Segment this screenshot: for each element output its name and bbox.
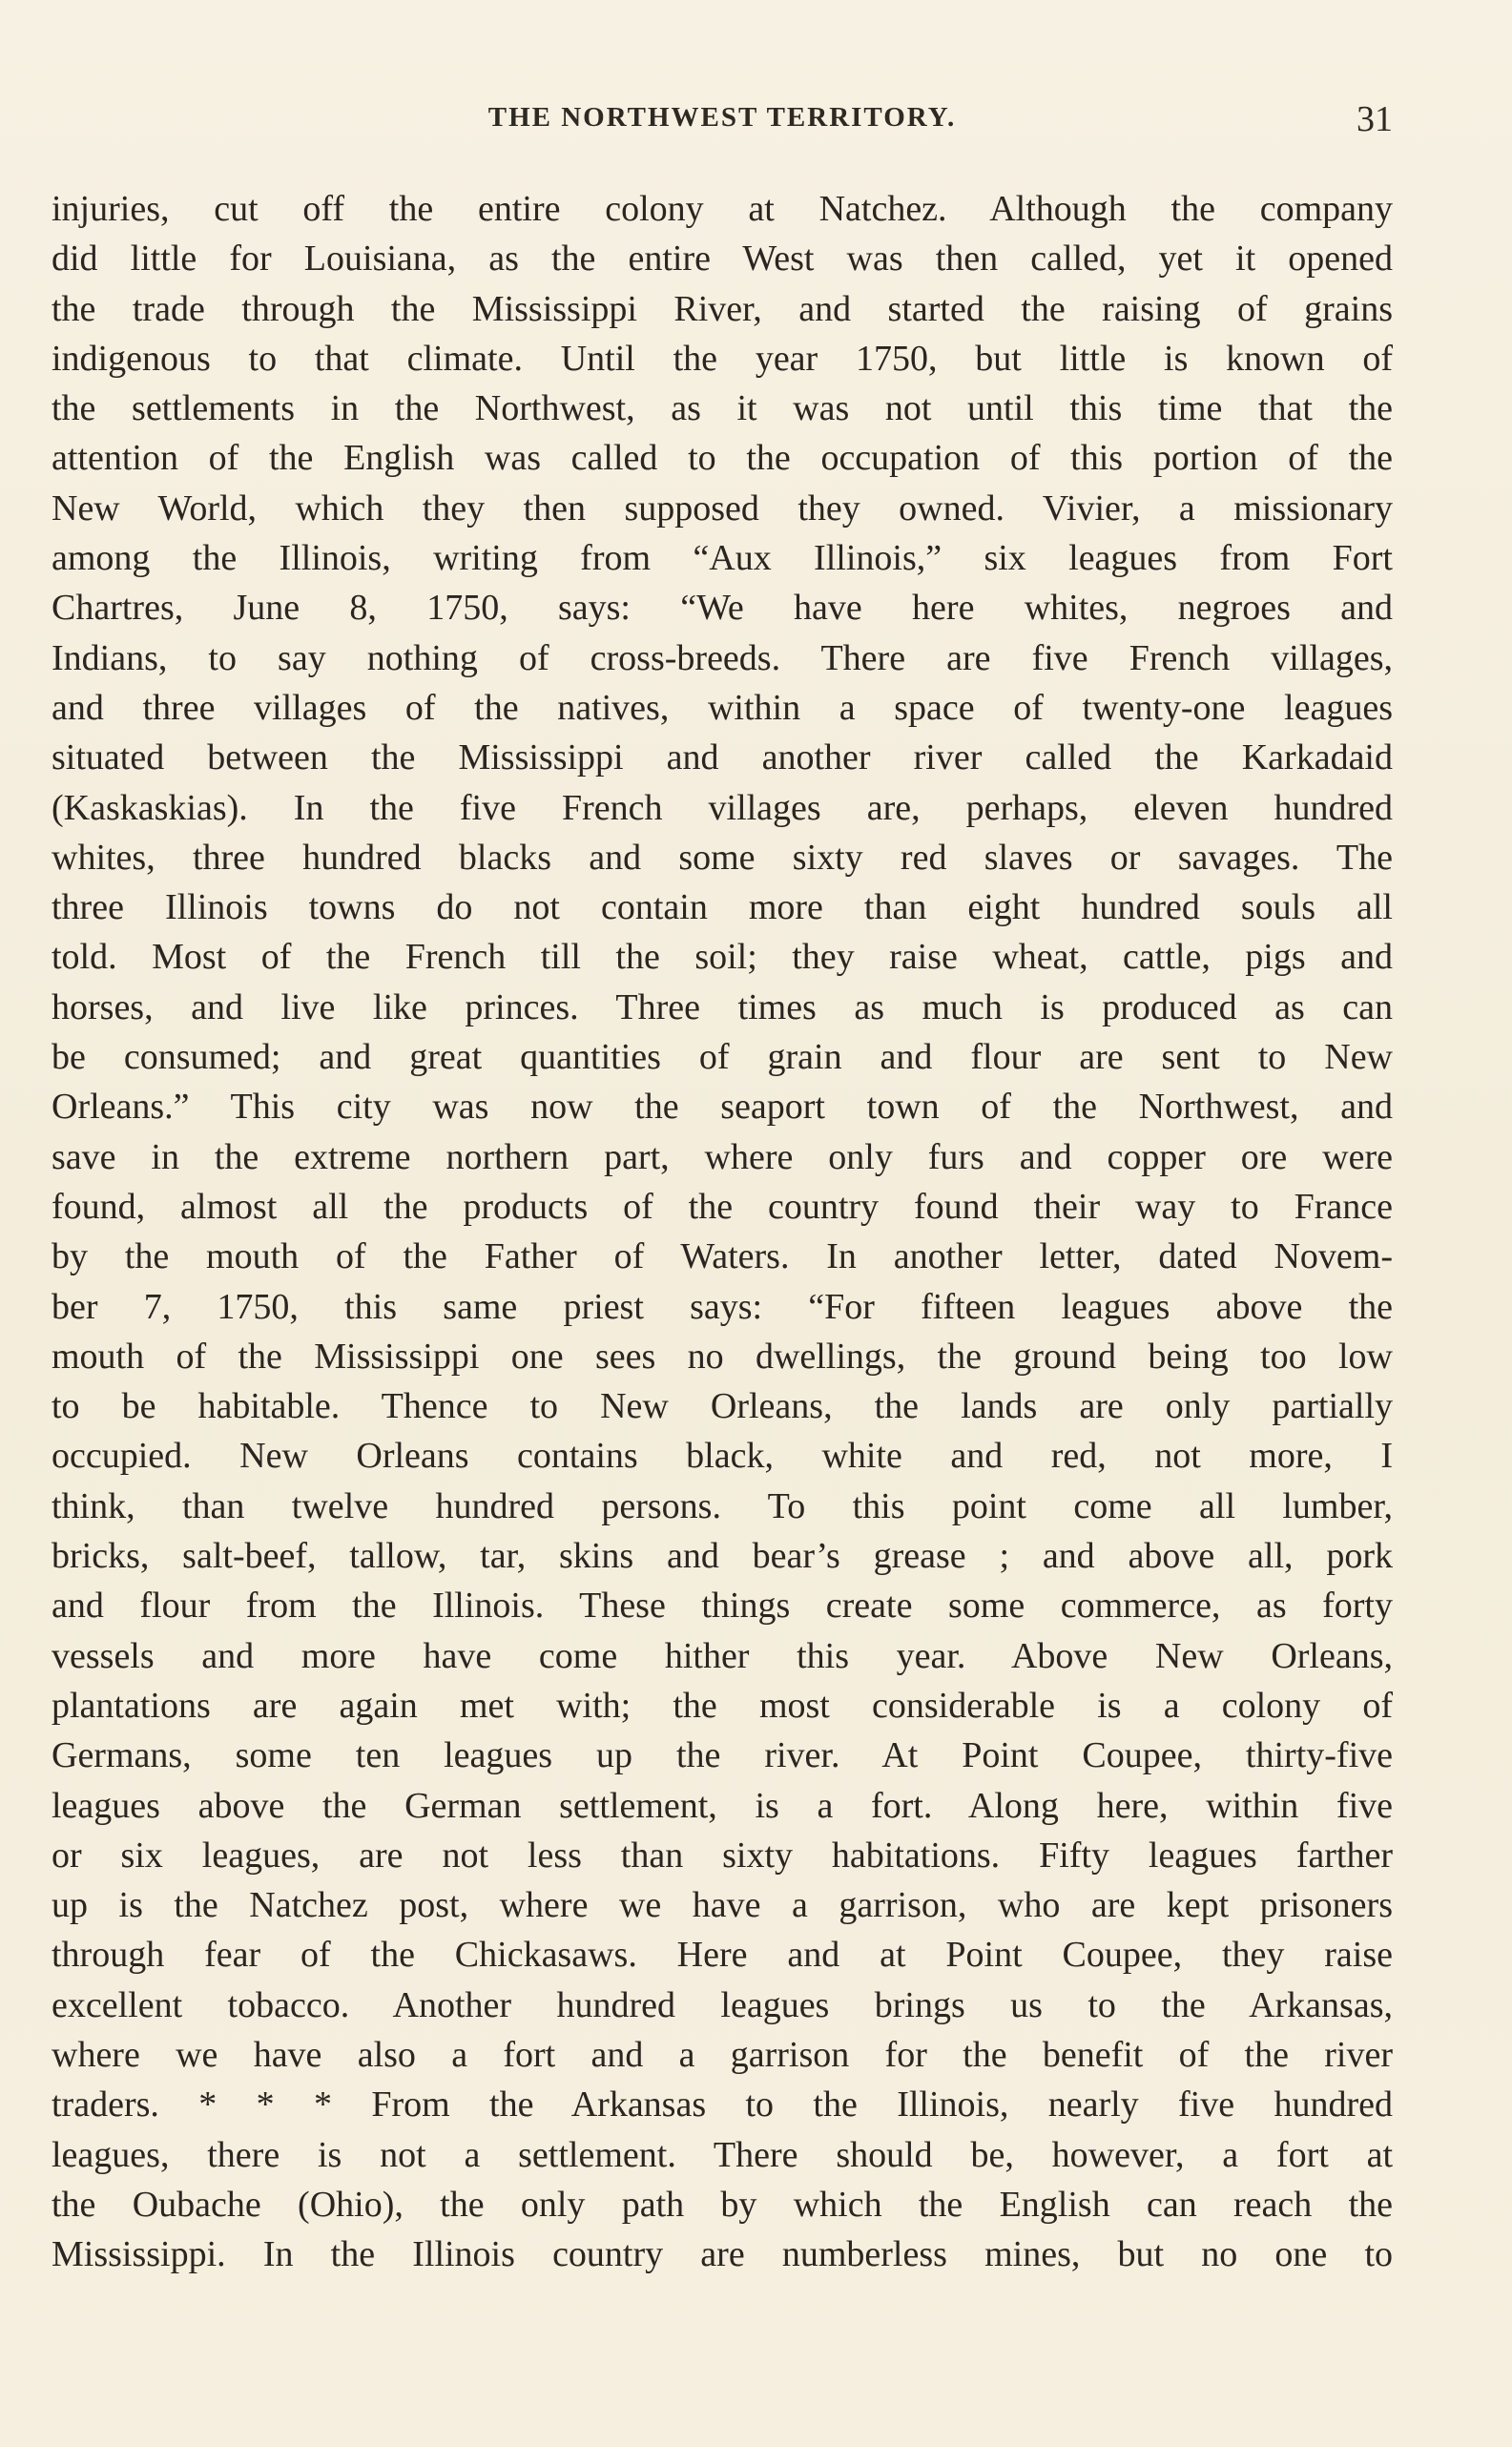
text-line: indigenous to that climate. Until the year 1750, but little is known of [52, 338, 1393, 379]
text-line: three Illinois towns do not contain more than eight hundred souls all [52, 887, 1393, 928]
text-line: and flour from the Illinois. These things create some commerce, as forty [52, 1586, 1393, 1627]
text-line: situated between the Mississippi and another river called the Karkadaid [52, 737, 1393, 778]
text-line: found, almost all the products of the country found their way to France [52, 1186, 1393, 1227]
running-head: THE NORTHWEST TERRITORY. [487, 102, 957, 133]
text-line: the trade through the Mississippi River, and started the raising of grains [52, 288, 1393, 329]
text-line: vessels and more have come hither this year. Above New Orleans, [52, 1635, 1393, 1676]
text-line: save in the extreme northern part, where only furs and copper ore were [52, 1136, 1393, 1177]
text-line: think, than twelve hundred persons. To this point come all lumber, [52, 1485, 1393, 1526]
page-number: 31 [1357, 99, 1393, 139]
text-line: be consumed; and great quantities of grain and flour are sent to New [52, 1037, 1393, 1078]
text-line: Orleans.” This city was now the seaport town of the Northwest, and [52, 1087, 1393, 1128]
text-line: to be habitable. Thence to New Orleans, the lands are only partially [52, 1386, 1393, 1427]
text-line: whites, three hundred blacks and some sixty red slaves or savages. The [52, 837, 1393, 878]
text-line: plantations are again met with; the most considerable is a colony of [52, 1685, 1393, 1726]
text-line: occupied. New Orleans contains black, white and red, not more, I [52, 1436, 1393, 1477]
text-line: the Oubache (Ohio), the only path by which the English can reach the [52, 2184, 1393, 2225]
text-line: told. Most of the French till the soil; they raise wheat, cattle, pigs and [52, 937, 1393, 978]
text-line: excellent tobacco. Another hundred leagues brings us to the Arkansas, [52, 1984, 1393, 2025]
page-header [52, 98, 1393, 146]
text-line: Mississippi. In the Illinois country are numberless mines, but no one to [52, 2234, 1393, 2275]
text-line: or six leagues, are not less than sixty habitations. Fifty leagues farther [52, 1835, 1393, 1876]
text-line: mouth of the Mississippi one sees no dwellings, the ground being too low [52, 1336, 1393, 1377]
text-line: where we have also a fort and a garrison for the benefit of the river [52, 2034, 1393, 2075]
text-line: traders. * * * From the Arkansas to the Illinois, nearly five hundred [52, 2084, 1393, 2126]
text-line: by the mouth of the Father of Waters. In another letter, dated Novem- [52, 1236, 1393, 1277]
text-line: through fear of the Chickasaws. Here and at Point Coupee, they raise [52, 1935, 1393, 1976]
text-line: leagues above the German settlement, is a fort. Along here, within five [52, 1785, 1393, 1826]
text-line: injuries, cut off the entire colony at Natchez. Although the company [52, 189, 1393, 229]
text-line: New World, which they then supposed they owned. Vivier, a missionary [52, 487, 1393, 529]
text-line: Indians, to say nothing of cross-breeds. There are five French villages, [52, 637, 1393, 678]
text-line: Chartres, June 8, 1750, says: “We have here whites, negroes and [52, 588, 1393, 629]
body-text [52, 184, 1393, 2279]
text-line: did little for Louisiana, as the entire West was then called, yet it opened [52, 238, 1393, 280]
text-line: among the Illinois, writing from “Aux Illinois,” six leagues from Fort [52, 538, 1393, 579]
text-line: bricks, salt-beef, tallow, tar, skins and bear’s grease ; and above all, pork [52, 1536, 1393, 1577]
text-line: attention of the English was called to the occupation of this portion of the [52, 438, 1393, 479]
text-line: and three villages of the natives, within a space of twenty-one leagues [52, 687, 1393, 728]
text-line: the settlements in the Northwest, as it was not until this time that the [52, 388, 1393, 429]
text-line: (Kaskaskias). In the five French villages are, perhaps, eleven hundred [52, 787, 1393, 828]
text-line: up is the Natchez post, where we have a garrison, who are kept prisoners [52, 1885, 1393, 1926]
text-line: leagues, there is not a settlement. There should be, however, a fort at [52, 2134, 1393, 2175]
text-line: horses, and live like princes. Three times as much is produced as can [52, 986, 1393, 1027]
text-line: ber 7, 1750, this same priest says: “For fifteen leagues above the [52, 1286, 1393, 1327]
text-line: Germans, some ten leagues up the river. At Point Coupee, thirty-five [52, 1735, 1393, 1776]
